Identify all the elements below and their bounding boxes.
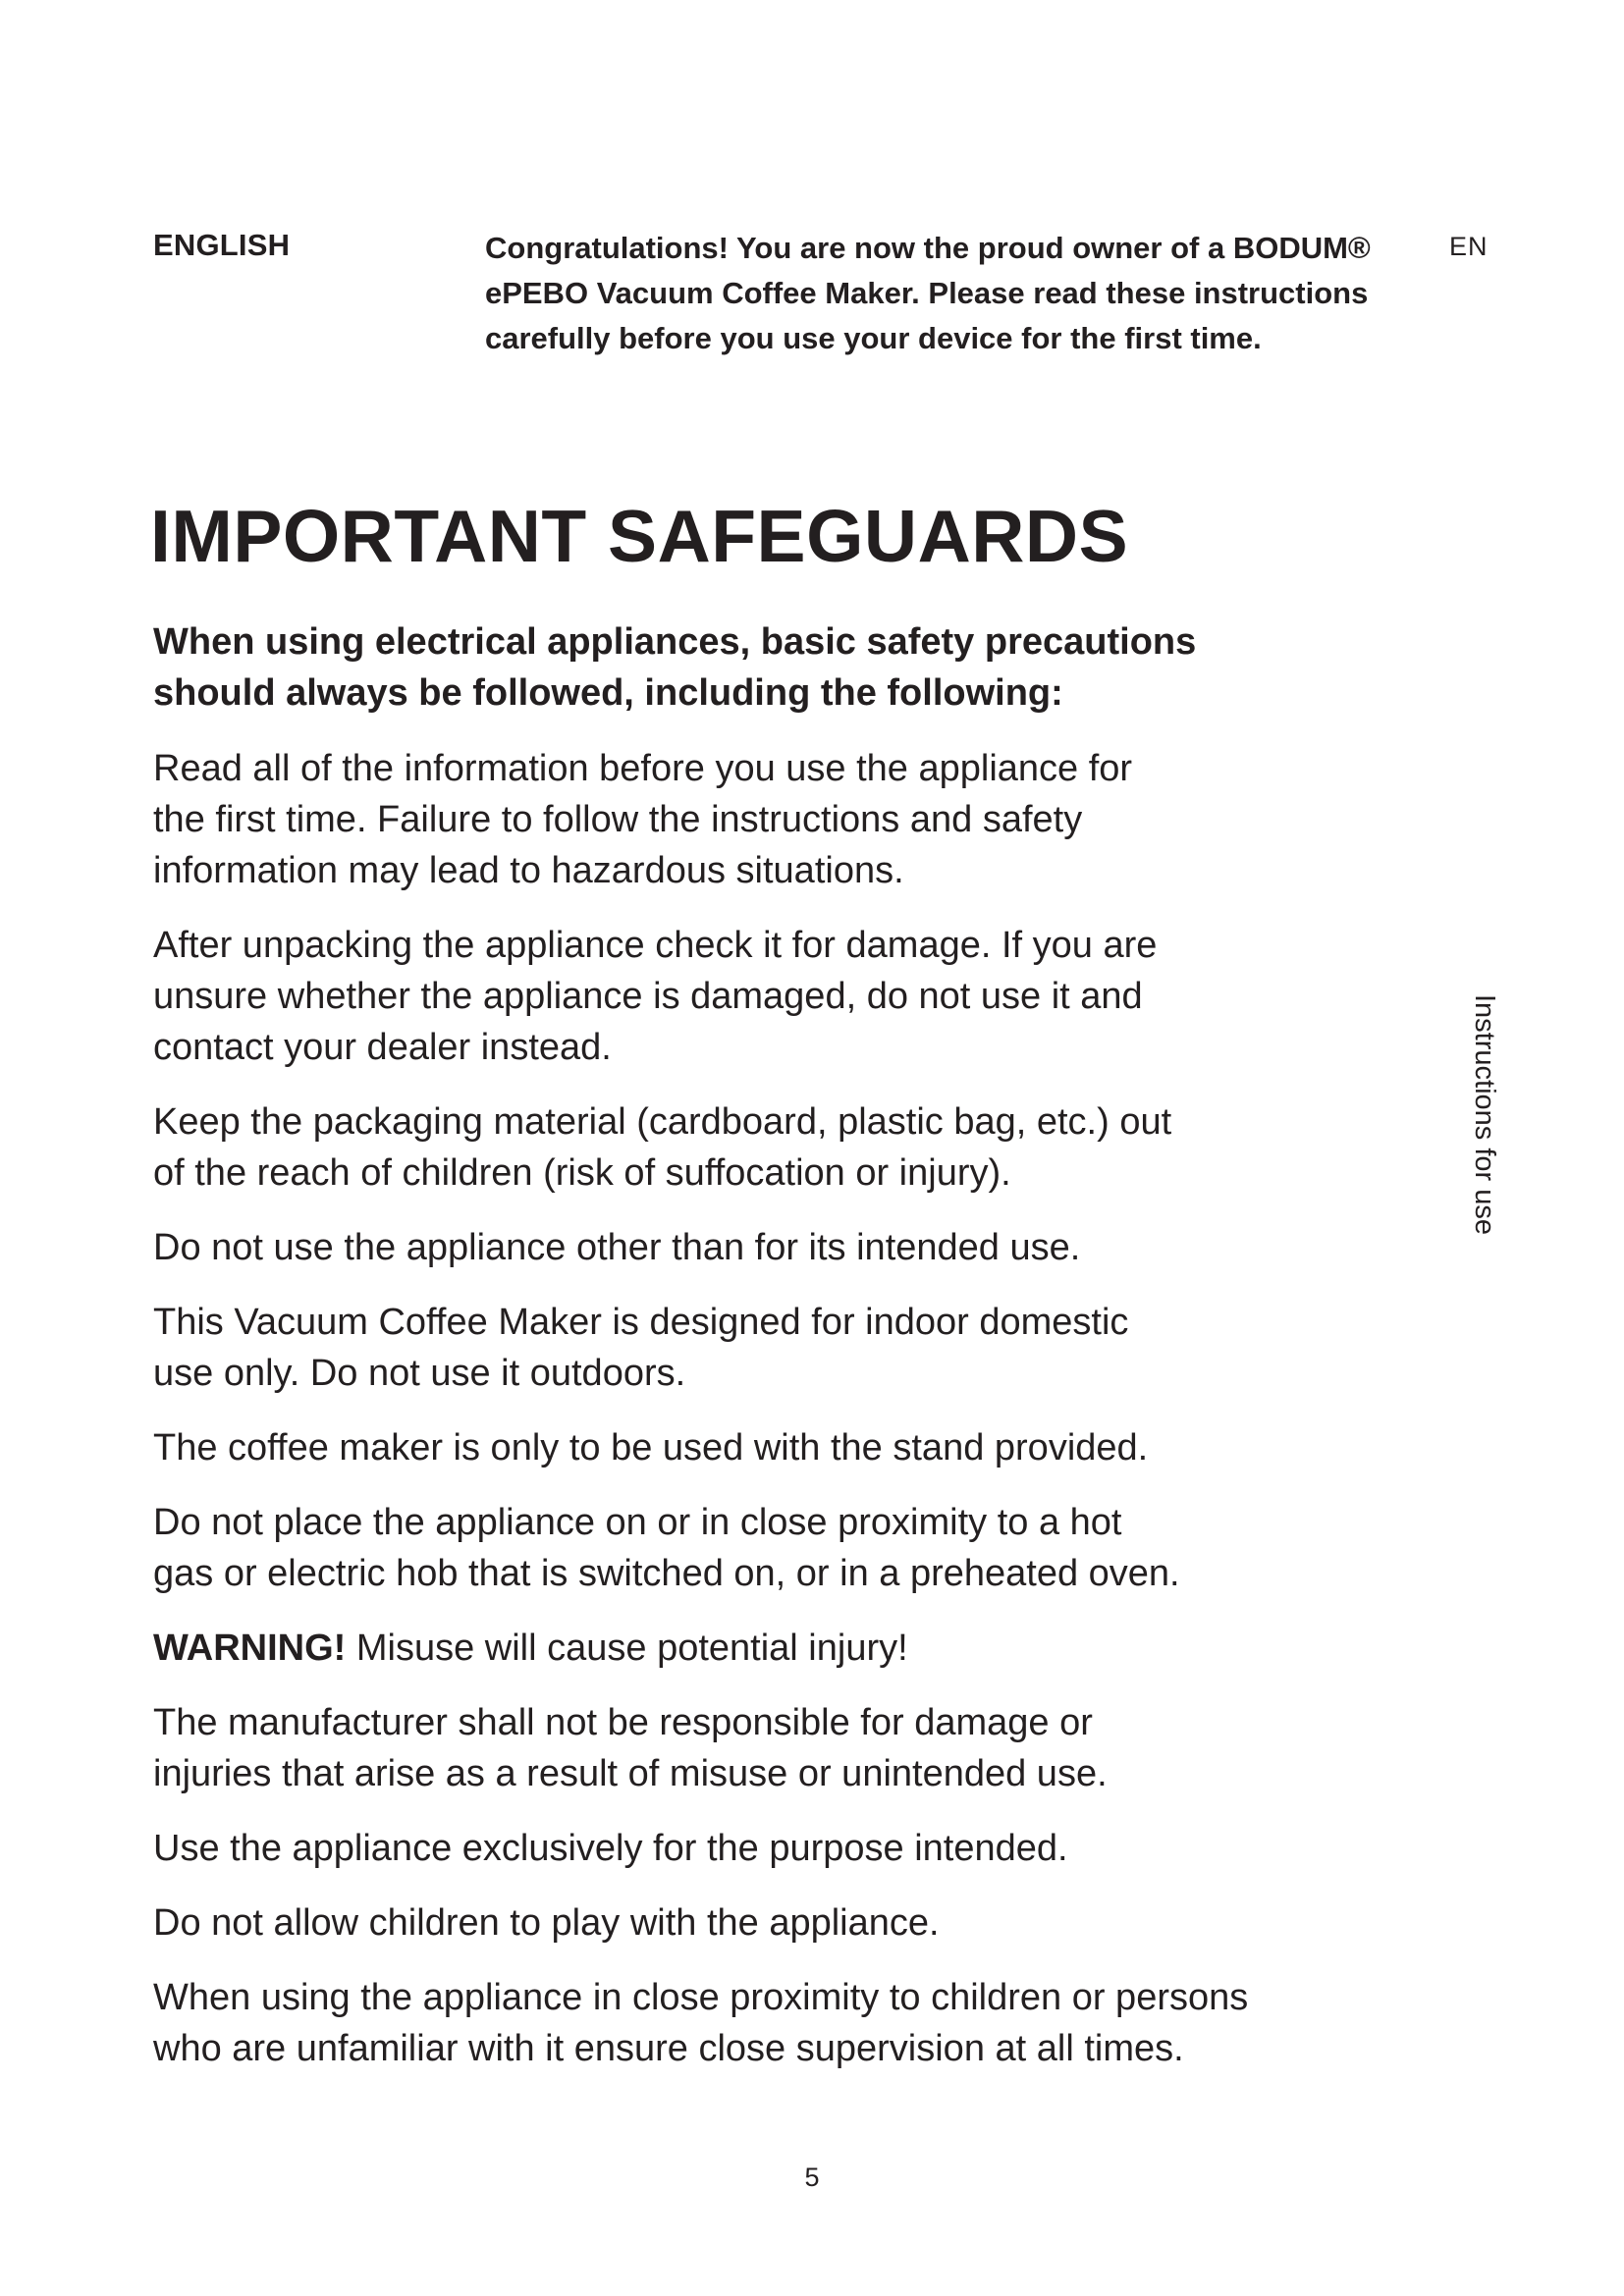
- page-number: 5: [804, 2163, 820, 2192]
- paragraph-supervision: [153, 1972, 1430, 2074]
- safety-instructions: [153, 743, 1430, 2098]
- paragraph-line: the first time. Failure to follow the instructions and safety: [153, 799, 1083, 840]
- paragraph-stand: [153, 1422, 1430, 1473]
- paragraph-line: The manufacturer shall not be responsible for damage or: [153, 1702, 1093, 1743]
- paragraph-line: After unpacking the appliance check it for damage. If you are: [153, 925, 1158, 966]
- paragraph-line: Use the appliance exclusively for the purpose intended.: [153, 1828, 1068, 1869]
- paragraph-warning: [153, 1623, 1430, 1674]
- paragraph-line: This Vacuum Coffee Maker is designed for indoor domestic: [153, 1302, 1129, 1343]
- paragraph-indoor-use: [153, 1297, 1430, 1399]
- subheading-line: When using electrical appliances, basic safety precautions: [153, 621, 1197, 663]
- paragraph-line: contact your dealer instead.: [153, 1027, 612, 1068]
- paragraph-line: Read all of the information before you use the appliance for: [153, 748, 1133, 789]
- paragraph-hob: [153, 1497, 1430, 1599]
- paragraph-check-damage: [153, 920, 1430, 1073]
- paragraph-line: of the reach of children (risk of suffocation or injury).: [153, 1152, 1011, 1194]
- paragraph-line: gas or electric hob that is switched on, or in a preheated oven.: [153, 1553, 1180, 1594]
- intro-line: ePEBO Vacuum Coffee Maker. Please read these instructions: [485, 276, 1369, 310]
- paragraph-children-play: [153, 1897, 1430, 1949]
- paragraph-line: Keep the packaging material (cardboard, plastic bag, etc.) out: [153, 1101, 1172, 1143]
- paragraph-manufacturer: [153, 1697, 1430, 1799]
- paragraph-line: The coffee maker is only to be used with the stand provided.: [153, 1427, 1149, 1468]
- side-tab-label: Instructions for use: [1469, 994, 1500, 1235]
- warning-text: Misuse will cause potential injury!: [346, 1628, 908, 1669]
- safety-subheading: [153, 616, 1196, 719]
- paragraph-exclusive-use: [153, 1823, 1430, 1874]
- side-tab: [1461, 994, 1510, 1307]
- paragraph-line: who are unfamiliar with it ensure close supervision at all times.: [153, 2028, 1184, 2069]
- warning-line: [153, 1623, 1430, 1674]
- paragraph-line: unsure whether the appliance is damaged, do not use it and: [153, 976, 1143, 1017]
- subheading-line: should always be followed, including the following:: [153, 672, 1063, 714]
- intro-line: carefully before you use your device for the first time.: [485, 321, 1262, 355]
- paragraph-line: use only. Do not use it outdoors.: [153, 1353, 686, 1394]
- paragraph-line: Do not use the appliance other than for its intended use.: [153, 1227, 1081, 1268]
- paragraph-line: information may lead to hazardous situations.: [153, 850, 904, 891]
- intro-line: Congratulations! You are now the proud owner of a BODUM®: [485, 231, 1371, 265]
- paragraph-line: injuries that arise as a result of misuse or unintended use.: [153, 1753, 1108, 1794]
- page-title: IMPORTANT SAFEGUARDS: [150, 495, 1129, 577]
- warning-label: WARNING!: [153, 1628, 347, 1669]
- language-code: EN: [1449, 232, 1489, 261]
- paragraph-intended-use: [153, 1222, 1430, 1273]
- paragraph-line: Do not place the appliance on or in close proximity to a hot: [153, 1502, 1122, 1543]
- paragraph-line: When using the appliance in close proximity to children or persons: [153, 1977, 1249, 2018]
- language-label: ENGLISH: [153, 228, 291, 262]
- intro-text: [485, 226, 1467, 361]
- paragraph-packaging: [153, 1096, 1430, 1199]
- paragraph-line: Do not allow children to play with the appliance.: [153, 1902, 940, 1944]
- paragraph-read-info: [153, 743, 1430, 896]
